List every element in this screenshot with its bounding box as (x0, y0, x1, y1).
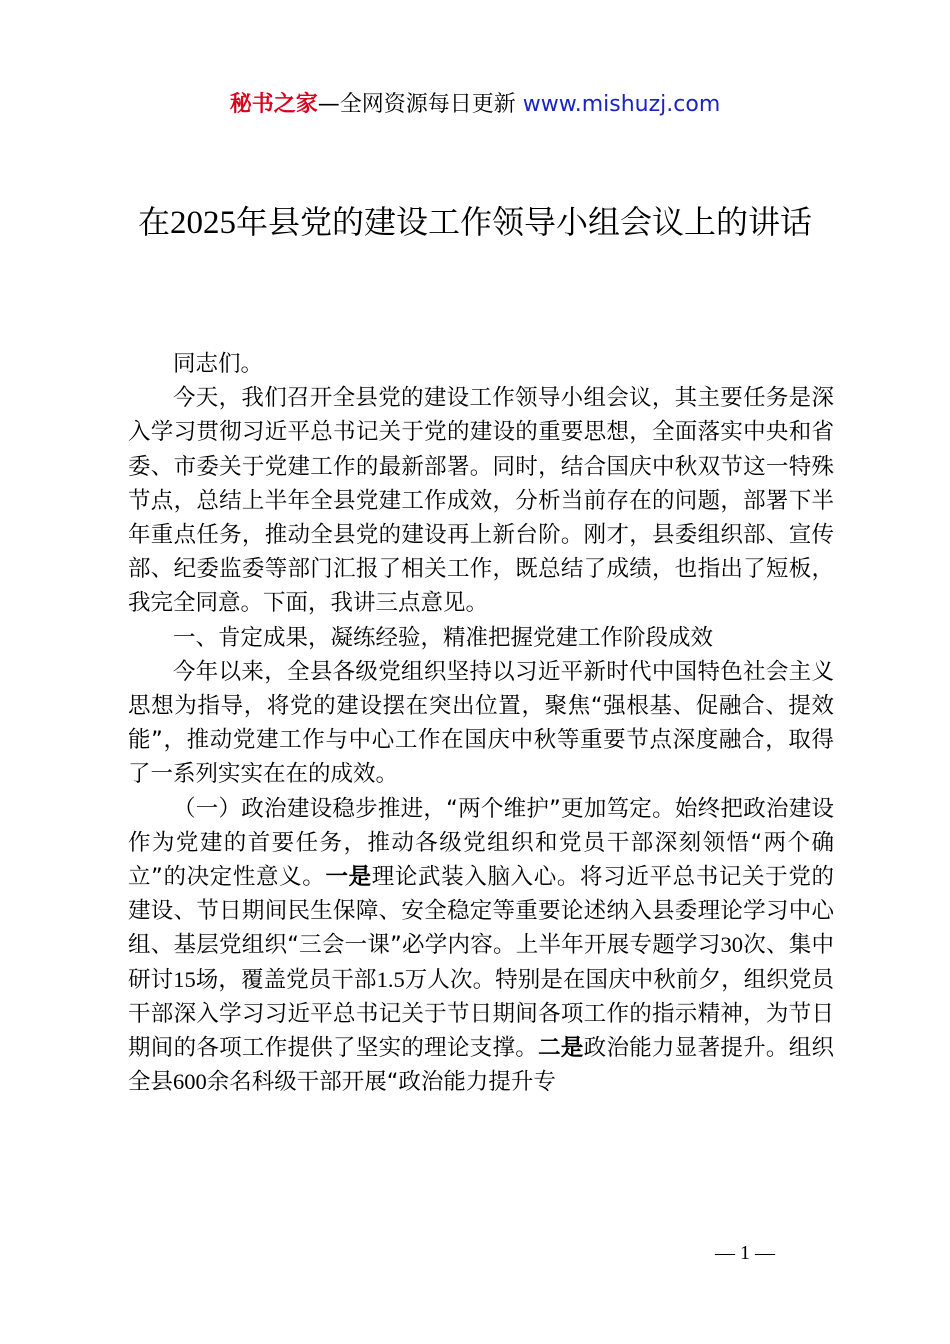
greeting-paragraph: 同志们。 (173, 351, 264, 377)
website-link[interactable]: www.mishuzj.com (522, 92, 721, 117)
title-year: 2025 (170, 205, 236, 241)
title-rest: 年县党的建设工作领导小组会议上的讲话 (236, 203, 813, 241)
brand-name: 秘书之家 (229, 92, 318, 117)
number: 30 (720, 932, 743, 958)
header-tagline: —全网资源每日更新 (317, 92, 523, 117)
page-number: — 1 — (715, 1242, 775, 1264)
title-prefix: 在 (137, 203, 170, 241)
text-run: 政治能力显著提升。组织全县 (128, 1035, 834, 1096)
document-title (60, 182, 890, 263)
section-heading: 一、肯定成果，凝练经验，精准把握党建工作阶段成效 (173, 624, 714, 651)
bold-marker: 二是 (538, 1035, 584, 1062)
subsection-paragraph (128, 792, 834, 1100)
text-run: 万人次。特别是在国庆中秋前夕，组织党员干部深入学习习近平总书记关于节日期间各项工作的指示精神，为节日期间的各项工作提供了坚实的理论支撑。 (128, 966, 834, 1062)
text-run: 余名科级干部开展“政治能力提升专 (206, 1069, 556, 1096)
number: 1.5 (376, 966, 405, 992)
site-header (0, 88, 950, 122)
intro-paragraph: 今天，我们召开全县党的建设工作领导小组会议，其主要任务是深入学习贯彻习近平总书记关于党的建设的重要思想，全面落实中央和省委、市委关于党建工作的最新部署。同时，结合国庆中秋双节这一特殊节点，总结上半年全县党建工作成效，分析当前存在的问题，部署下半年重点任务，推动全县党的建设再上新台阶。刚才，县委组织部、宣传部、纪委监委等部门汇报了相关工作，既总结了成绩，也指出了短板，我完全同意。下面，我讲三点意见。 (128, 385, 834, 617)
text-run: （一）政治建设稳步推进，“两个维护”更加笃定。始终把政治建设作为党建的首要任务，推动各级党组织和党员干部深刻领悟“两个确立”的决定性意义。 (128, 795, 834, 891)
speech-body (128, 347, 834, 1099)
text-run: 次、集中研讨 (128, 932, 834, 993)
section-intro-paragraph: 今年以来，全县各级党组织坚持以习近平新时代中国特色社会主义思想为指导，将党的建设摆在突出位置，聚焦“强根基、促融合、提效能”，推动党建工作与中心工作在国庆中秋等重要节点深度融合，取得了一系列实实在在的成效。 (128, 658, 834, 788)
text-run: 理论武装入脑入心。将习近平总书记关于党的建设、节日期间民生保障、安全稳定等重要论述纳入县委理论学习中心组、基层党组织“三会一课”必学内容。上半年开展专题学习 (128, 864, 834, 959)
number: 15 (173, 966, 196, 992)
number: 600 (173, 1069, 207, 1095)
bold-marker: 一是 (325, 864, 372, 891)
text-run: 场，覆盖党员干部 (195, 966, 377, 993)
